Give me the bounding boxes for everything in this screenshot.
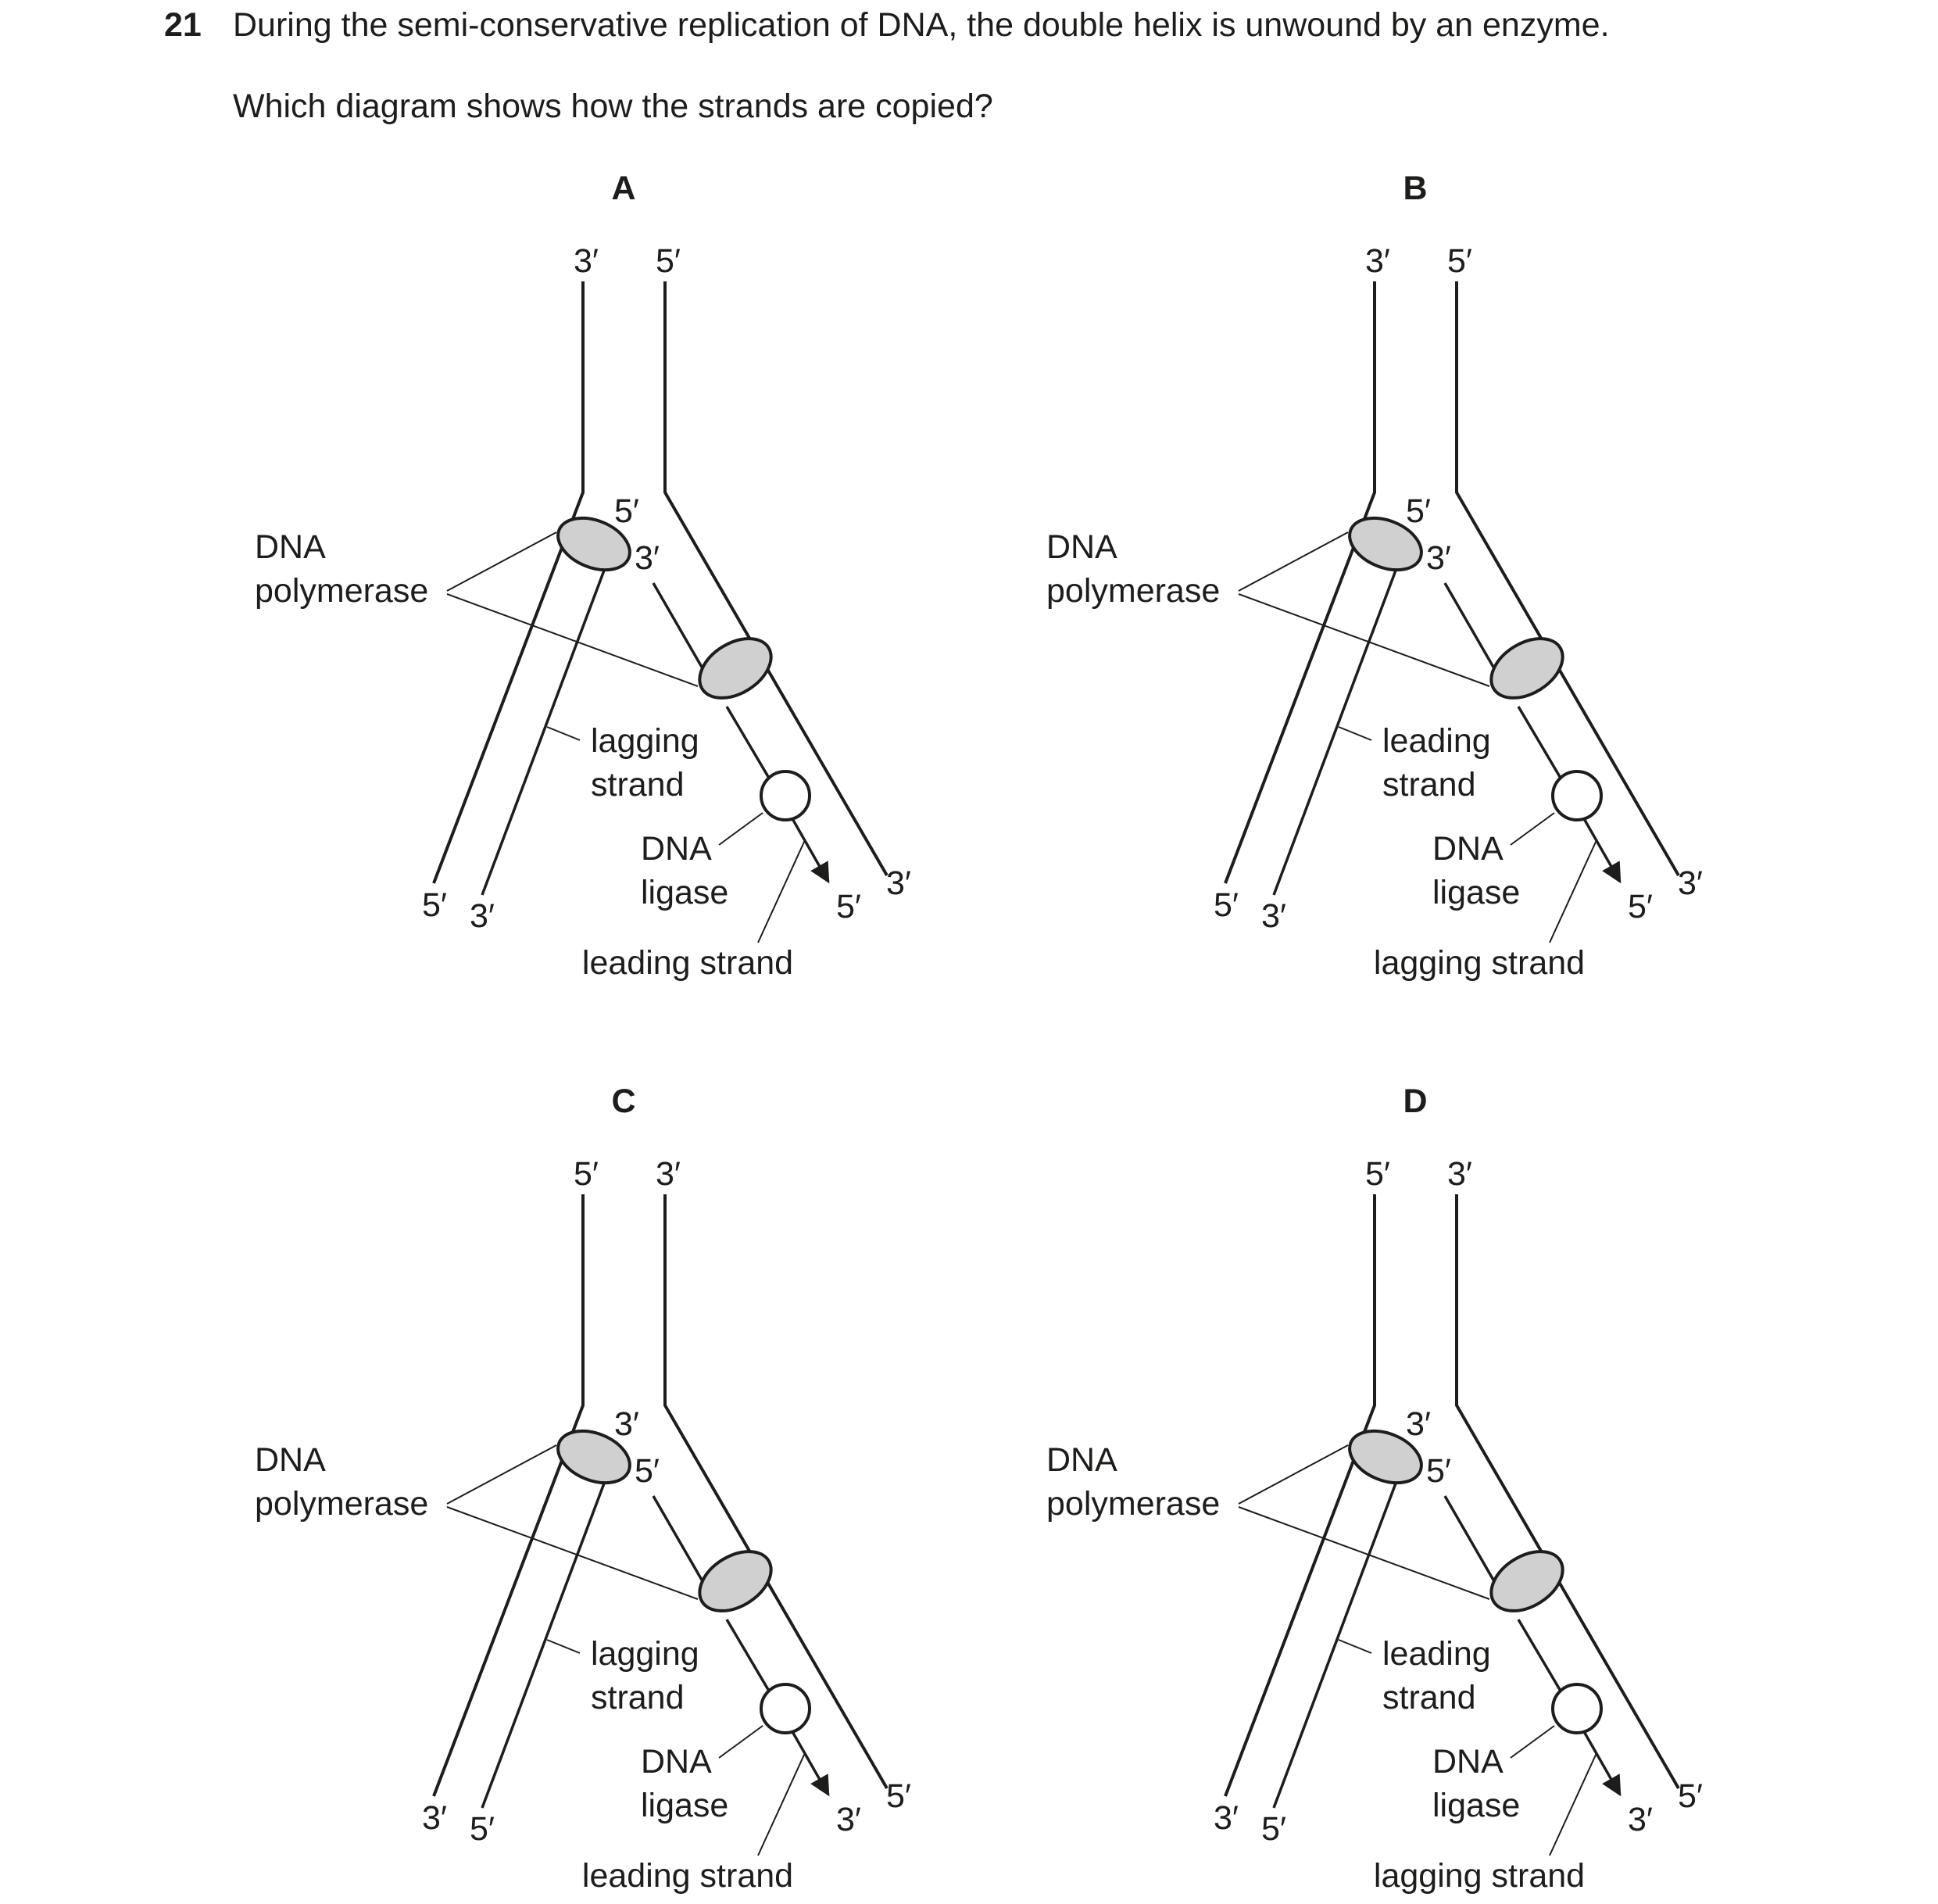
parental-strand-left [1225, 1194, 1375, 1796]
label-bottom-inner-left: 5′ [1261, 1810, 1286, 1848]
label-right-outer-end: 3′ [886, 864, 911, 902]
label-inner-top: 5′ [614, 492, 639, 530]
dna-ligase [1553, 1684, 1601, 1733]
option-b [792, 0, 1761, 982]
label-right-arrow-end: 5′ [1628, 888, 1653, 925]
label-top-left: 3′ [574, 242, 599, 280]
polymerase-label: polymerase [255, 1485, 429, 1523]
question-prompt: Which diagram shows how the strands are copied? [233, 88, 993, 125]
option-letter[interactable]: A [611, 170, 636, 207]
left-strand-label-1: lagging [591, 1635, 699, 1673]
parental-strand-left [434, 1194, 583, 1796]
question-text: During the semi-conservative replication of DNA, the double helix is unwound by an enzyme. [233, 6, 1610, 44]
left-strand-label-2: strand [591, 766, 685, 803]
dna-label-ligase: DNA [641, 830, 712, 868]
right-strand-label: leading strand [581, 1857, 794, 1895]
label-top-right: 3′ [1447, 1155, 1472, 1193]
okazaki-fragment-3 [1582, 816, 1620, 882]
polymerase-leader-1 [1239, 532, 1348, 591]
right-strand-leader [1550, 1753, 1597, 1856]
label-bottom-outer-left: 5′ [422, 886, 447, 924]
label-inner-top: 3′ [614, 1405, 639, 1443]
label-right-arrow-end: 3′ [1628, 1801, 1653, 1838]
polymerase-leader-2 [1239, 594, 1489, 686]
left-strand-label-2: strand [1382, 1679, 1476, 1716]
label-bottom-outer-left: 5′ [1214, 886, 1239, 924]
left-strand-label-1: leading [1382, 1635, 1491, 1673]
label-inner-bottom: 5′ [1426, 1452, 1451, 1490]
ligase-label: ligase [641, 1787, 729, 1824]
ligase-leader [1511, 813, 1554, 845]
option-d [792, 913, 1761, 1895]
left-strand-leader [547, 1640, 580, 1653]
label-right-outer-end: 3′ [1678, 864, 1703, 902]
label-inner-top: 3′ [1406, 1405, 1431, 1443]
dna-ligase [1553, 771, 1601, 820]
polymerase-label: polymerase [1046, 572, 1221, 610]
left-strand-leader [547, 727, 580, 740]
right-strand-label: lagging strand [1373, 944, 1586, 982]
replication-fork-diagram [792, 0, 1761, 982]
label-right-arrow-end: 5′ [836, 888, 861, 925]
label-bottom-outer-left: 3′ [422, 1799, 447, 1837]
replication-fork-diagram [792, 913, 1761, 1895]
new-strand-left [1274, 1452, 1407, 1808]
option-letter[interactable]: C [611, 1083, 636, 1120]
dna-label-ligase: DNA [641, 1743, 712, 1781]
label-bottom-inner-left: 3′ [470, 897, 495, 935]
new-strand-left [1274, 539, 1407, 895]
dna-polymerase-right [689, 626, 782, 710]
ligase-label: ligase [1432, 874, 1521, 911]
label-inner-top: 5′ [1406, 492, 1431, 530]
new-strand-left [482, 1452, 616, 1808]
label-bottom-inner-left: 5′ [470, 1810, 495, 1848]
label-top-right: 3′ [656, 1155, 681, 1193]
ligase-leader [1511, 1726, 1554, 1758]
dna-label-ligase: DNA [1432, 1743, 1504, 1781]
left-strand-label-2: strand [1382, 766, 1476, 803]
polymerase-leader-2 [447, 1507, 698, 1599]
label-right-outer-end: 5′ [1678, 1777, 1703, 1815]
new-strand-left [482, 539, 616, 895]
ligase-leader [719, 1726, 763, 1758]
label-top-left: 3′ [1365, 242, 1390, 280]
ligase-label: ligase [1432, 1787, 1521, 1824]
okazaki-fragment-3 [1582, 1729, 1620, 1795]
label-inner-bottom: 3′ [1426, 539, 1451, 577]
dna-polymerase-right [689, 1539, 782, 1623]
label-bottom-inner-left: 3′ [1261, 897, 1286, 935]
left-strand-leader [1339, 1640, 1371, 1653]
polymerase-leader-2 [1239, 1507, 1489, 1599]
label-top-left: 5′ [574, 1155, 599, 1193]
label-inner-bottom: 5′ [635, 1452, 660, 1490]
parental-strand-left [1225, 281, 1375, 883]
label-inner-bottom: 3′ [635, 539, 660, 577]
option-letter[interactable]: B [1403, 170, 1428, 207]
right-strand-label: leading strand [581, 944, 794, 982]
polymerase-label: polymerase [255, 572, 429, 610]
polymerase-leader-1 [1239, 1445, 1348, 1504]
option-letter[interactable]: D [1403, 1083, 1428, 1120]
parental-strand-left [434, 281, 583, 883]
dna-polymerase-right [1481, 626, 1574, 710]
label-right-arrow-end: 3′ [836, 1801, 861, 1838]
dna-label-polymerase: DNA [1046, 1441, 1117, 1479]
ligase-leader [719, 813, 763, 845]
dna-label-polymerase: DNA [255, 528, 326, 566]
right-strand-label: lagging strand [1373, 1857, 1586, 1895]
polymerase-leader-1 [447, 532, 556, 591]
label-top-left: 5′ [1365, 1155, 1390, 1193]
dna-polymerase-right [1481, 1539, 1574, 1623]
ligase-label: ligase [641, 874, 729, 911]
label-right-outer-end: 5′ [886, 1777, 911, 1815]
dna-label-polymerase: DNA [1046, 528, 1117, 566]
left-strand-label-1: leading [1382, 722, 1491, 760]
polymerase-label: polymerase [1046, 1485, 1221, 1523]
dna-label-ligase: DNA [1432, 830, 1504, 868]
left-strand-leader [1339, 727, 1371, 740]
label-top-right: 5′ [656, 242, 681, 280]
left-strand-label-1: lagging [591, 722, 699, 760]
polymerase-leader-2 [447, 594, 698, 686]
dna-label-polymerase: DNA [255, 1441, 326, 1479]
left-strand-label-2: strand [591, 1679, 685, 1716]
question-number: 21 [164, 6, 202, 44]
label-bottom-outer-left: 3′ [1214, 1799, 1239, 1837]
label-top-right: 5′ [1447, 242, 1472, 280]
polymerase-leader-1 [447, 1445, 556, 1504]
